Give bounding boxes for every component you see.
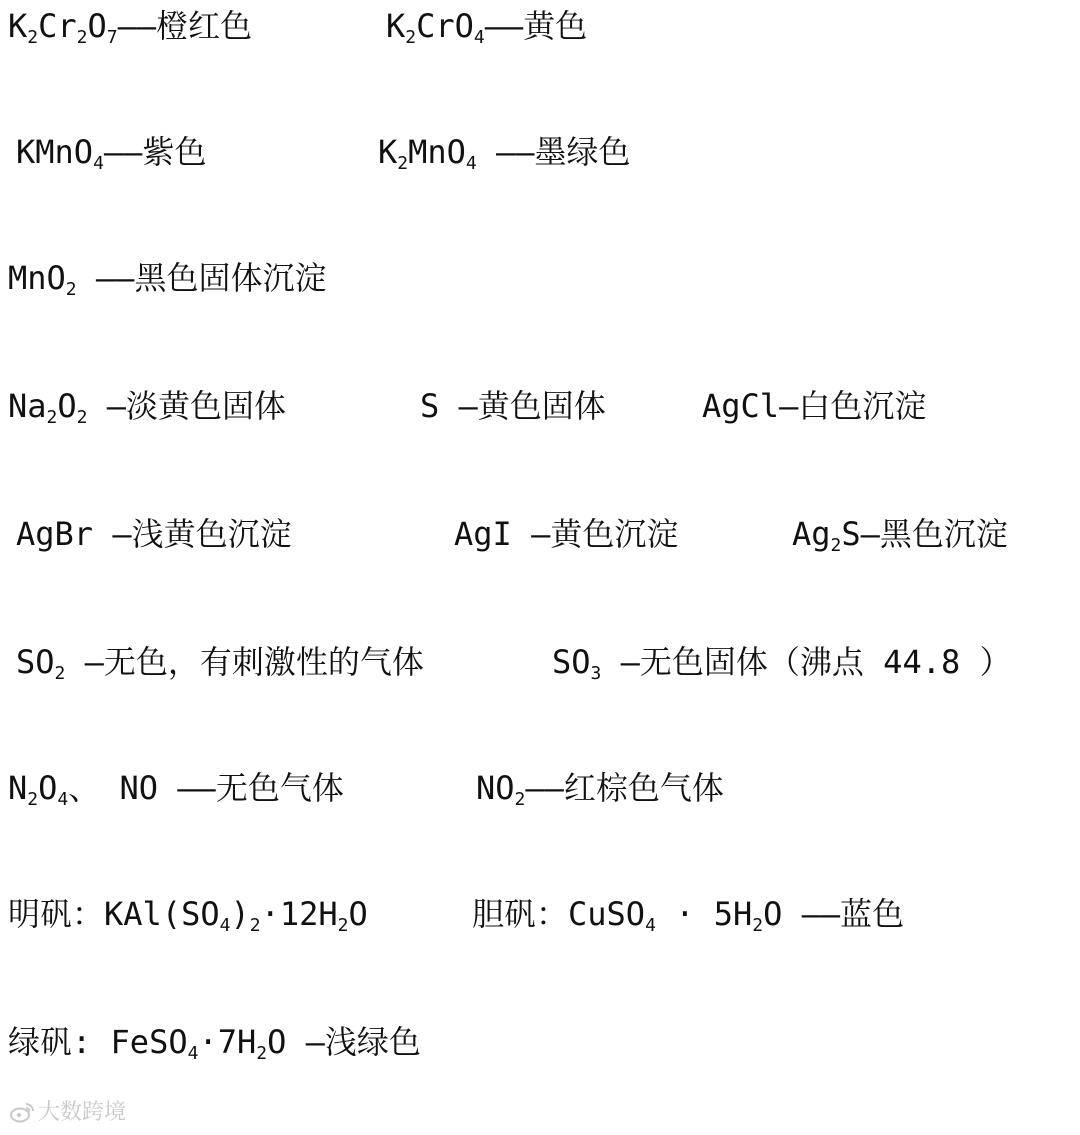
entry-n2o4-no: $N_2O_4$、 NO ——无色气体 — [8, 769, 344, 810]
entry-kmno4: KMnO$_4$——紫色 — [16, 133, 207, 174]
watermark-text: 大数跨境 — [38, 1100, 127, 1125]
entry-no2: $NO_2——$红棕色气体 — [476, 769, 724, 810]
entry-alum: 明矾：$KAl(SO_4)_2\cdot 12H_2O$ — [8, 895, 368, 936]
entry-mno2: MnO$_2$ ——黑色固体沉淀 — [8, 259, 327, 300]
entry-s: S —黄色固体 — [420, 387, 606, 425]
entry-agcl: AgCl—白色沉淀 — [702, 387, 927, 425]
entry-blue-vitriol: 胆矾：CuSO$_4$ · $5H_2O$ ——蓝色 — [472, 895, 905, 936]
entry-so2: $SO_2$ —无色，有刺激性的气体 — [16, 643, 424, 684]
entry-k2mno4: $K_2MnO_4$ ——墨绿色 — [378, 133, 631, 174]
entry-so3: $SO_3$ —无色固体（沸点 44.8 ） — [552, 643, 1012, 684]
entry-k2cr2o7: $K_2Cr_2O_7——$橙红色 — [8, 7, 253, 48]
watermark — [10, 1098, 126, 1128]
entry-k2cro4: $K_2CrO_4——$黄色 — [386, 7, 588, 48]
entry-agi: AgI —黄色沉淀 — [454, 515, 679, 553]
entry-agbr: AgBr —浅黄色沉淀 — [16, 515, 292, 553]
weibo-logo-icon — [10, 1101, 36, 1123]
entry-ag2s: $Ag_2S—$黑色沉淀 — [792, 515, 1008, 556]
entry-na2o2: $Na_2O_2$ —淡黄色固体 — [8, 387, 287, 428]
entry-green-vitriol: 绿矾: $FeSO_4\cdot 7H_2O$ —浅绿色 — [8, 1023, 421, 1064]
